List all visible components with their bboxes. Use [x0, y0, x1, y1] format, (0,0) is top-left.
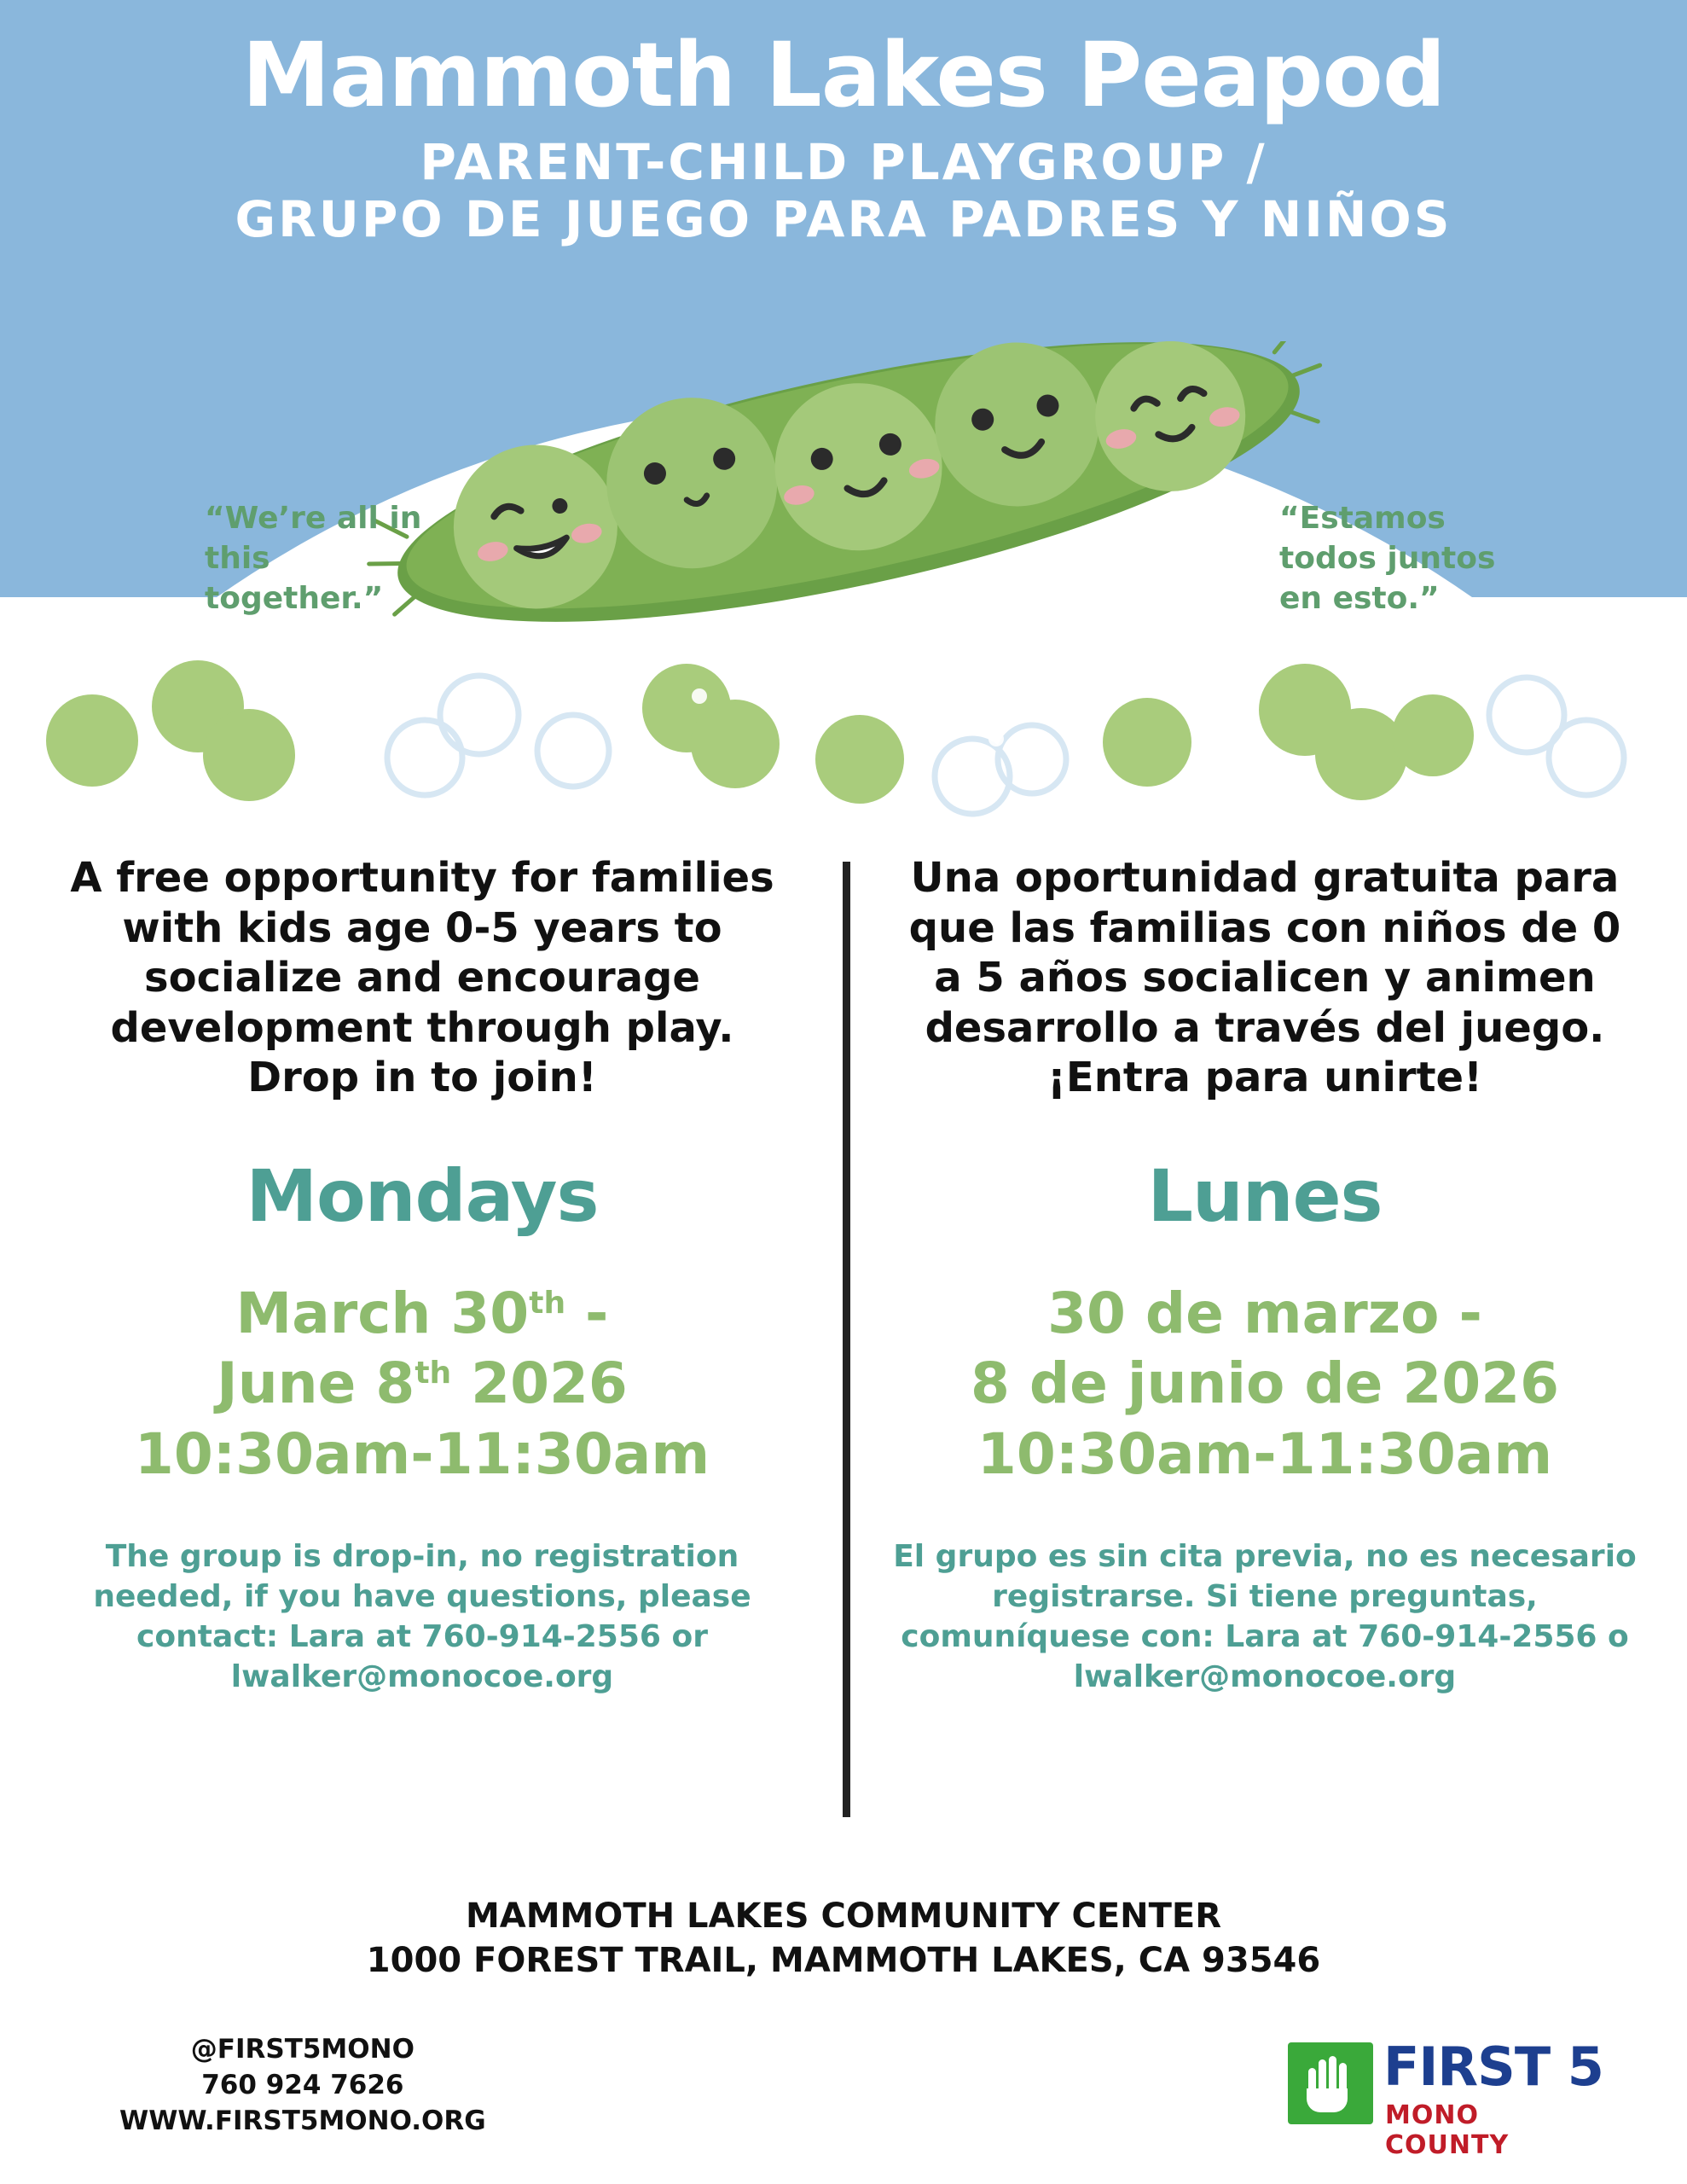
title-block [0, 23, 1687, 248]
dates-english-line2-post: 2026 [451, 1350, 628, 1417]
organization-contact [119, 2032, 486, 2140]
peapod-svg [367, 341, 1330, 623]
venue-name: MAMMOTH LAKES COMMUNITY CENTER [465, 1896, 1222, 1936]
logo-first5-text: FIRST 5 [1383, 2036, 1603, 2098]
intro-text-english: A free opportunity for families with kids age 0-5 years to socialize and encourage development through play. Drop in to join! [70, 854, 774, 1102]
time-spanish: 10:30am-11:30am [977, 1420, 1553, 1487]
dates-spanish-line2: 8 de junio de 2026 [970, 1350, 1560, 1417]
day-label-english: Mondays [246, 1153, 599, 1238]
peapod-illustration [367, 341, 1330, 623]
dates-spanish-line1: 30 de marzo - [1047, 1280, 1482, 1346]
content-columns [0, 853, 1687, 1860]
page-subtitle-english: PARENT-CHILD PLAYGROUP / [420, 133, 1267, 192]
note-english: The group is drop-in, no registration needed, if you have questions, please contact: Lara at 760-914-2556 or lwalker@monocoe.org [93, 1539, 751, 1694]
dates-english-line1-post: - [565, 1280, 609, 1346]
venue-address [0, 1894, 1687, 1983]
first5-logo [1288, 2036, 1612, 2160]
note-spanish: El grupo es sin cita previa, no es necesario registrarse. Si tiene preguntas, comuníquese con: Lara at 760-914-2556 o lwalker@monocoe.org [893, 1539, 1637, 1694]
page-subtitle-spanish: GRUPO DE JUEGO PARA PADRES Y NIÑOS [235, 189, 1452, 248]
dates-english-line2-sup: th [415, 1356, 452, 1391]
peas-svg [0, 614, 1687, 828]
column-spanish [868, 853, 1661, 1697]
dates-english [26, 1279, 819, 1490]
dates-english-line2 [26, 1349, 819, 1420]
logo-green-square [1288, 2042, 1373, 2124]
quote-english: “We’re all in this together.” [205, 501, 422, 616]
dates-spanish [868, 1279, 1661, 1490]
dates-english-line2-text: June 8 [217, 1350, 415, 1417]
time-english: 10:30am-11:30am [134, 1420, 710, 1487]
scattered-peas [0, 614, 1687, 828]
hand-icon [1303, 2054, 1356, 2114]
column-english [26, 853, 819, 1697]
dates-english-line1-text: March 30 [235, 1280, 530, 1346]
dates-english-line1 [26, 1279, 819, 1350]
logo-county-text: MONO COUNTY [1385, 2100, 1510, 2160]
intro-text-spanish: Una oportunidad gratuita para que las familias con niños de 0 a 5 años socialicen y animen desarrollo a través del juego. ¡Entra para unirte! [908, 854, 1621, 1102]
website-url: WWW.FIRST5MONO.ORG [119, 2105, 486, 2136]
dates-english-line1-sup: th [529, 1285, 566, 1321]
day-label-spanish: Lunes [1147, 1153, 1383, 1238]
social-handle: @FIRST5MONO [190, 2034, 415, 2065]
page-title: Mammoth Lakes Peapod [241, 23, 1446, 127]
quote-spanish: “Estamos todos juntos en esto.” [1279, 501, 1496, 616]
venue-street: 1000 FOREST TRAIL, MAMMOTH LAKES, CA 93546 [366, 1941, 1321, 1980]
phone-number: 760 924 7626 [201, 2069, 404, 2100]
column-divider [843, 862, 850, 1817]
